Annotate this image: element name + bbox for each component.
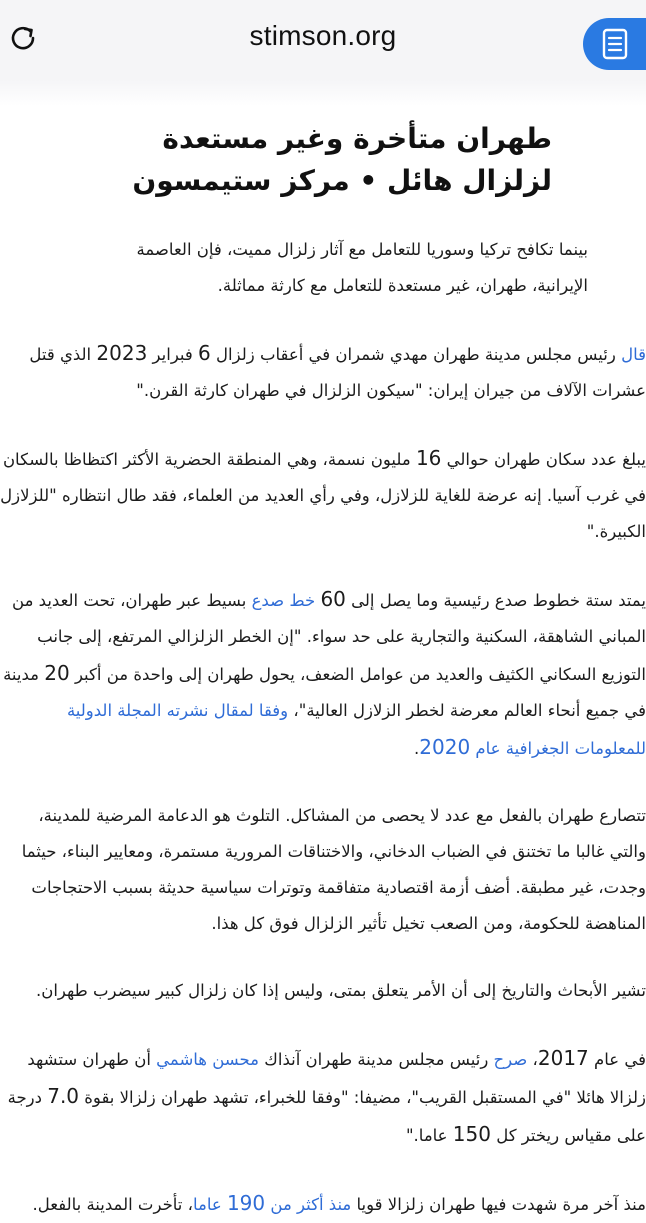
text-span: ، تأخرت المدينة بالفعل. xyxy=(32,1195,193,1214)
paragraph-2 xyxy=(0,335,646,409)
link-number: 190 xyxy=(226,1191,266,1215)
text-span: يمتد ستة خطوط صدع رئيسية وما يصل إلى xyxy=(345,591,646,610)
browser-address-bar xyxy=(0,0,646,80)
article-title: طهران متأخرة وغير مستعدة لزلزال هائل • مركز ستيمسون xyxy=(132,122,552,197)
link-stated[interactable]: صرح xyxy=(493,1050,528,1069)
text-span: . xyxy=(414,739,420,758)
article-body xyxy=(0,118,646,1223)
text-span: بسيط عبر طهران، تحت العديد من المباني الشاهقة، السكنية والتجارية على حد سواء. "إن الخطر الزلزالي المرتفع، إلى جانب التوزيع السكاني الكثيف والعديد من عوامل الضعف، يحول طهران إلى واحدة من أكبر xyxy=(12,591,646,684)
text-span: مليون نسمة، وهي المنطقة الحضرية الأكثر اكتظاظا بالسكان في غرب آسيا. إنه عرضة للغاية للزلازل، وفي رأي العديد من العلماء، فقد طال انتظاره "للزلازل الكبيرة." xyxy=(0,450,646,541)
text-span: مدينة في جميع أنحاء العالم معرضة لخطر الزلازل العالية"، xyxy=(3,665,646,720)
text-number: 6 xyxy=(198,341,211,365)
text-span: الذي قتل عشرات الآلاف من جيران إيران: "سيكون الزلزال في طهران كارثة القرن." xyxy=(29,345,646,400)
link-number: 2020 xyxy=(419,735,471,759)
text-span: عاما." xyxy=(405,1126,453,1145)
paragraph-4 xyxy=(0,581,646,767)
text-span: فبراير xyxy=(147,345,199,364)
paragraph-7 xyxy=(0,1040,646,1154)
text-number: 60 xyxy=(320,587,346,611)
text-span: ، xyxy=(527,1050,538,1069)
text-span: أن طهران ستشهد زلزالا هائلا "في المستقبل القريب"، مضيفا: "وفقا للخبراء، تشهد طهران زلزالا بقوة xyxy=(27,1050,646,1107)
text-number: 150 xyxy=(452,1122,491,1146)
text-span: في عام xyxy=(588,1050,646,1069)
link-text: عاما xyxy=(192,1195,227,1214)
text-span: رئيس مجلس مدينة طهران مهدي شمران في أعقاب زلزال xyxy=(210,345,622,364)
text-span: يبلغ عدد سكان طهران حوالي xyxy=(441,450,646,469)
link-190-years[interactable] xyxy=(192,1191,352,1215)
toolbar-shadow xyxy=(0,80,646,106)
paragraph-6: تشير الأبحاث والتاريخ إلى أن الأمر يتعلق بمتى، وليس إذا كان زلزال كبير سيضرب طهران. xyxy=(35,981,646,1000)
paragraph-1: بينما تكافح تركيا وسوريا للتعامل مع آثار زلزال مميت، فإن العاصمة الإيرانية، طهران، غير مستعدة للتعامل مع كارثة مماثلة. xyxy=(136,240,588,295)
paragraph-8 xyxy=(0,1185,646,1223)
link-said[interactable]: قال xyxy=(621,345,646,364)
text-span: منذ آخر مرة شهدت فيها طهران زلزالا قويا xyxy=(351,1195,646,1214)
link-text: وفقا لمقال نشرته المجلة الدولية للمعلومات الجغرافية عام xyxy=(66,701,646,758)
text-number: 20 xyxy=(44,661,70,685)
text-number: 2023 xyxy=(96,341,148,365)
text-number: 7.0 xyxy=(47,1084,80,1108)
url-text[interactable]: stimson.org xyxy=(249,20,397,51)
link-mohsen-hashemi[interactable]: محسن هاشمي xyxy=(156,1050,260,1069)
link-fault-line[interactable]: خط صدع xyxy=(251,591,316,610)
text-number: 16 xyxy=(415,446,442,470)
reader-mode-button[interactable] xyxy=(583,18,646,70)
text-span: درجة على مقياس ريختر كل xyxy=(7,1088,646,1145)
text-span: رئيس مجلس مدينة طهران آنذاك xyxy=(259,1050,494,1069)
link-text: منذ أكثر من xyxy=(265,1195,352,1214)
paragraph-5: تتصارع طهران بالفعل مع عدد لا يحصى من المشاكل. التلوث هو الدعامة المرضية للمدينة، والتي غالبا ما تختنق في الضباب الدخاني، والاختناقات المرورية مستمرة، ومعايير البناء، حيثما وجدت، غير مطبقة. أضف أزمة اقتصادية متفاقمة وتوترات سياسية حديثة بسبب الاحتجاجات المناهضة للحكومة، ومن الصعب تخيل تأثير الزلزال فوق كل هذا. xyxy=(21,806,646,933)
text-number: 2017 xyxy=(537,1046,589,1070)
paragraph-3 xyxy=(0,440,646,550)
